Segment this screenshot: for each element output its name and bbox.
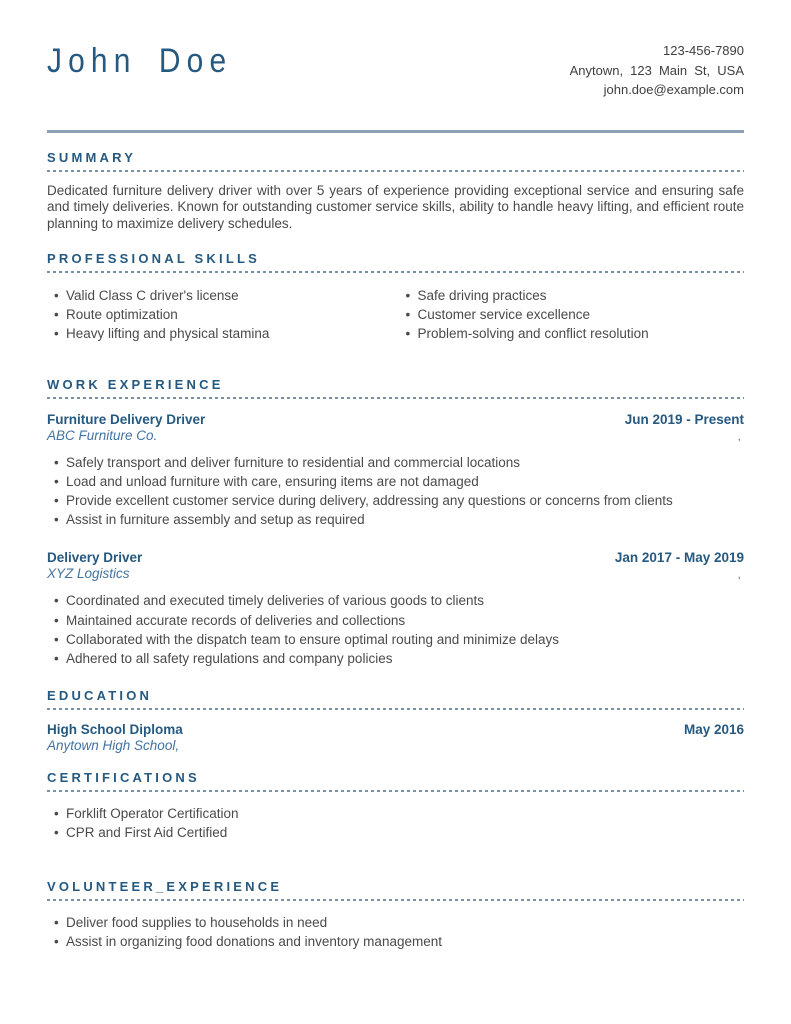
job-location-comma: , — [737, 428, 741, 443]
job-dates: Jan 2017 - May 2019 — [614, 550, 744, 566]
section-summary — [47, 151, 744, 233]
volunteer-item: • Deliver food supplies to households in need — [47, 913, 744, 932]
skill-item: • Valid Class C driver's license — [47, 286, 393, 305]
certification-list — [47, 804, 744, 842]
person-name: John Doe — [47, 42, 233, 80]
job-bullet: • Load and unload furniture with care, ensuring items are not damaged — [47, 472, 744, 491]
education-title: EDUCATION — [47, 688, 153, 704]
contact-email: john.doe@example.com — [603, 82, 744, 97]
education-degree: High School Diploma — [47, 722, 183, 738]
job-bullet: • Maintained accurate records of deliveries and collections — [47, 611, 744, 630]
skills-column-1 — [47, 286, 393, 344]
job-title: Furniture Delivery Driver — [47, 411, 206, 427]
contact-phone: 123-456-7890 — [663, 43, 744, 58]
job-entry — [47, 412, 744, 530]
skills-column-2 — [399, 286, 745, 344]
job-bullet: • Adhered to all safety regulations and company policies — [47, 649, 744, 668]
education-school: Anytown High School, — [47, 738, 180, 754]
job-bullet: • Coordinated and executed timely deliveries of various goods to clients — [47, 591, 744, 610]
resume-header — [47, 0, 744, 100]
education-rule — [47, 708, 744, 710]
volunteer-list — [47, 913, 744, 951]
work-title: WORK EXPERIENCE — [47, 376, 224, 392]
volunteer-rule — [47, 899, 744, 901]
job-location-comma: , — [737, 567, 741, 582]
skill-item: • Customer service excellence — [399, 305, 745, 324]
job-entry — [47, 550, 744, 668]
certifications-title: CERTIFICATIONS — [47, 770, 200, 786]
certification-item: • Forklift Operator Certification — [47, 804, 744, 823]
skills-rule — [47, 271, 744, 273]
summary-text: Dedicated furniture delivery driver with over 5 years of experience providing exceptional service and ensuring safe and timely deliveries. Known for outstanding customer service skills, ability to handle heavy lifting, and efficient route planning to maximize delivery schedules. — [47, 182, 744, 231]
volunteer-title: VOLUNTEER_EXPERIENCE — [47, 878, 283, 894]
work-rule — [47, 397, 744, 399]
section-work-experience — [47, 378, 744, 669]
section-certifications — [47, 771, 744, 842]
job-dates: Jun 2019 - Present — [624, 411, 744, 427]
job-bullet: • Safely transport and deliver furniture to residential and commercial locations — [47, 453, 744, 472]
section-skills — [47, 252, 744, 344]
section-education — [47, 689, 744, 753]
certification-item: • CPR and First Aid Certified — [47, 823, 744, 842]
summary-title: SUMMARY — [47, 149, 137, 165]
skill-item: • Heavy lifting and physical stamina — [47, 324, 393, 343]
job-company: ABC Furniture Co. — [47, 427, 158, 443]
volunteer-item: • Assist in organizing food donations and inventory management — [47, 932, 744, 951]
skills-grid — [47, 286, 744, 344]
certifications-rule — [47, 790, 744, 792]
job-bullet: • Collaborated with the dispatch team to ensure optimal routing and minimize delays — [47, 630, 744, 649]
job-bullet-list — [47, 591, 744, 668]
skill-item: • Route optimization — [47, 305, 393, 324]
skills-title: PROFESSIONAL SKILLS — [47, 251, 260, 266]
job-company: XYZ Logistics — [47, 566, 130, 582]
skill-item: • Problem-solving and conflict resolution — [399, 324, 745, 343]
job-bullet: • Provide excellent customer service during delivery, addressing any questions or concerns from clients — [47, 491, 744, 510]
contact-address: Anytown, 123 Main St, USA — [569, 62, 744, 78]
education-date: May 2016 — [683, 722, 744, 738]
header-divider — [47, 130, 744, 133]
job-bullet-list — [47, 453, 744, 530]
summary-rule — [47, 170, 744, 172]
section-volunteer-experience — [47, 880, 744, 951]
job-title: Delivery Driver — [47, 550, 143, 566]
contact-block — [570, 38, 744, 100]
job-bullet: • Assist in furniture assembly and setup as required — [47, 510, 744, 529]
skill-item: • Safe driving practices — [399, 286, 745, 305]
